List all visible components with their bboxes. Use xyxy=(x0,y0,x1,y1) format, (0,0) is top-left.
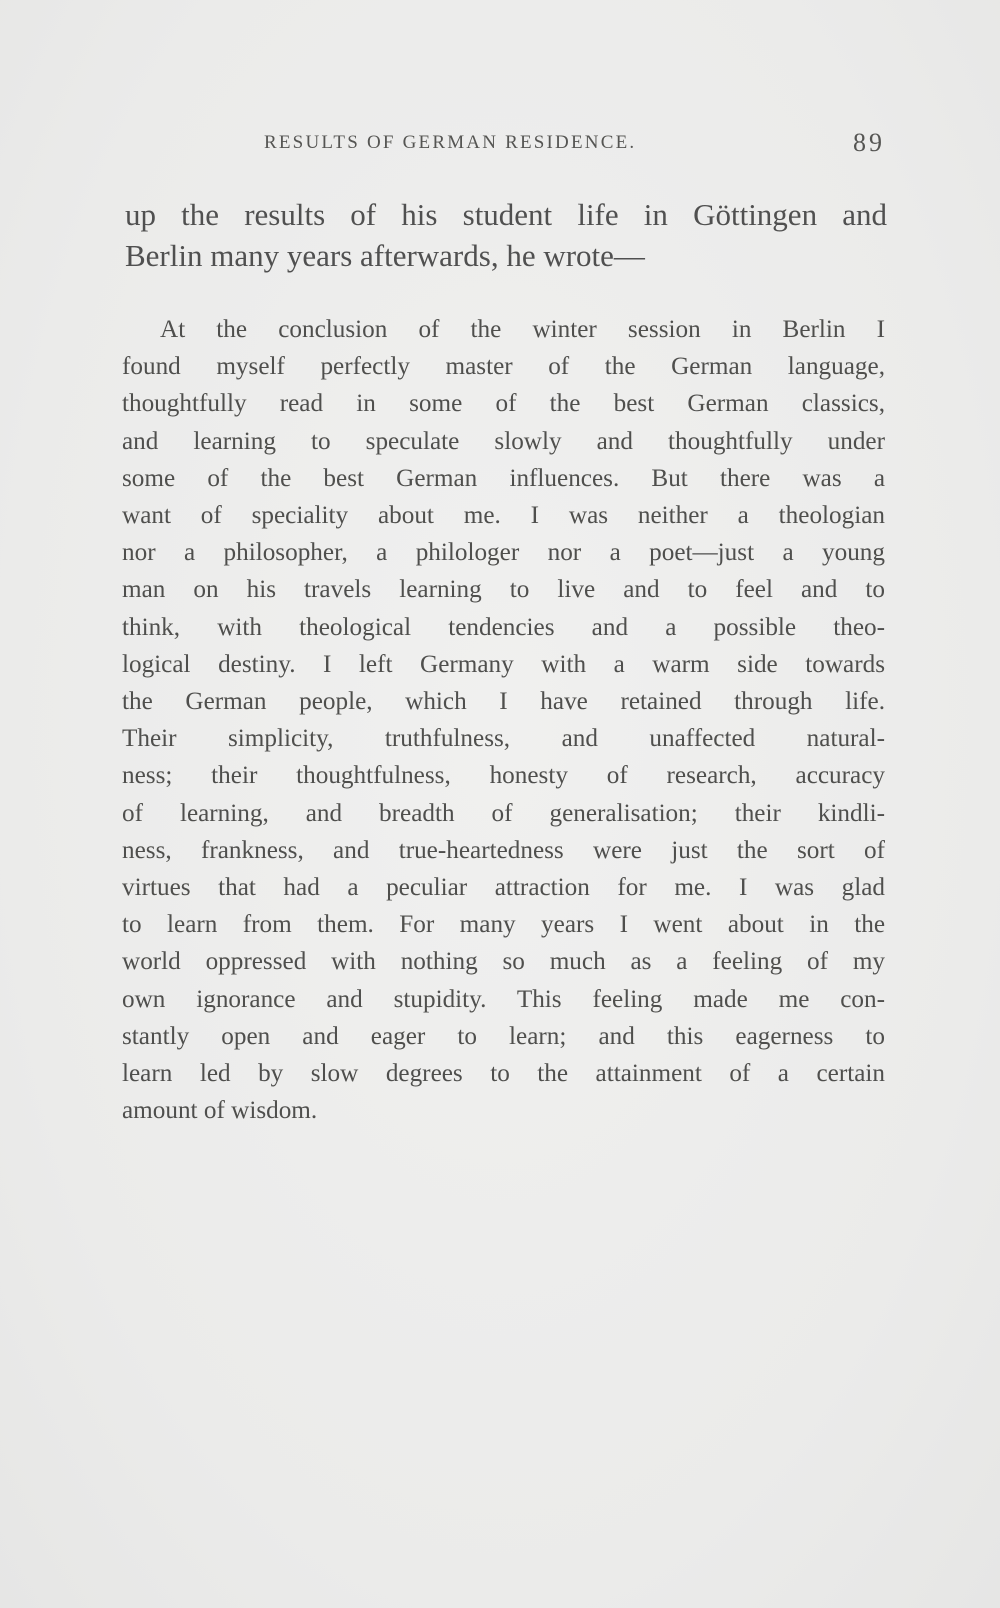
quote-line: Their simplicity, truthfulness, and unaffected natural- xyxy=(122,725,885,753)
quote-line: ness; their thoughtfulness, honesty of research, accuracy xyxy=(122,762,885,790)
quote-line: think, with theological tendencies and a possible theo- xyxy=(122,613,885,641)
quote-line: and learning to speculate slowly and thoughtfully under xyxy=(122,427,885,455)
block-quote xyxy=(122,311,885,1129)
page-number: 89 xyxy=(853,128,885,157)
lead-paragraph xyxy=(125,194,887,276)
quote-line: some of the best German influences. But there was a xyxy=(122,464,885,492)
quote-line: ness, frankness, and true-heartedness were just the sort of xyxy=(122,836,885,864)
quote-line: At the conclusion of the winter session in Berlin I xyxy=(160,316,885,343)
quote-line: world oppressed with nothing so much as a feeling of my xyxy=(122,948,885,976)
quote-line: virtues that had a peculiar attraction for me. I was glad xyxy=(122,874,885,902)
quote-line: man on his travels learning to live and to feel and to xyxy=(122,576,885,604)
quote-line: learn led by slow degrees to the attainment of a certain xyxy=(122,1060,885,1088)
quote-line: to learn from them. For many years I went about in the xyxy=(122,911,885,939)
quote-line: amount of wisdom. xyxy=(122,1097,318,1125)
quote-line: found myself perfectly master of the German language, xyxy=(122,353,885,381)
quote-line: the German people, which I have retained through life. xyxy=(122,688,885,716)
quote-line: thoughtfully read in some of the best German classics, xyxy=(122,390,885,418)
quote-line: of learning, and breadth of generalisation; their kindli- xyxy=(122,799,885,827)
running-head xyxy=(120,128,885,164)
running-title: RESULTS OF GERMAN RESIDENCE. xyxy=(264,132,637,153)
quote-line: logical destiny. I left Germany with a warm side towards xyxy=(122,650,885,678)
quote-line: stantly open and eager to learn; and this eagerness to xyxy=(122,1022,885,1050)
quote-line: own ignorance and stupidity. This feeling made me con- xyxy=(122,985,885,1013)
text-line: up the results of his student life in Göttingen and xyxy=(125,197,887,232)
quote-line: want of speciality about me. I was neither a theologian xyxy=(122,502,885,530)
quote-line: nor a philosopher, a philologer nor a poet—just a young xyxy=(122,539,885,567)
text-line: Berlin many years afterwards, he wrote— xyxy=(125,238,645,273)
